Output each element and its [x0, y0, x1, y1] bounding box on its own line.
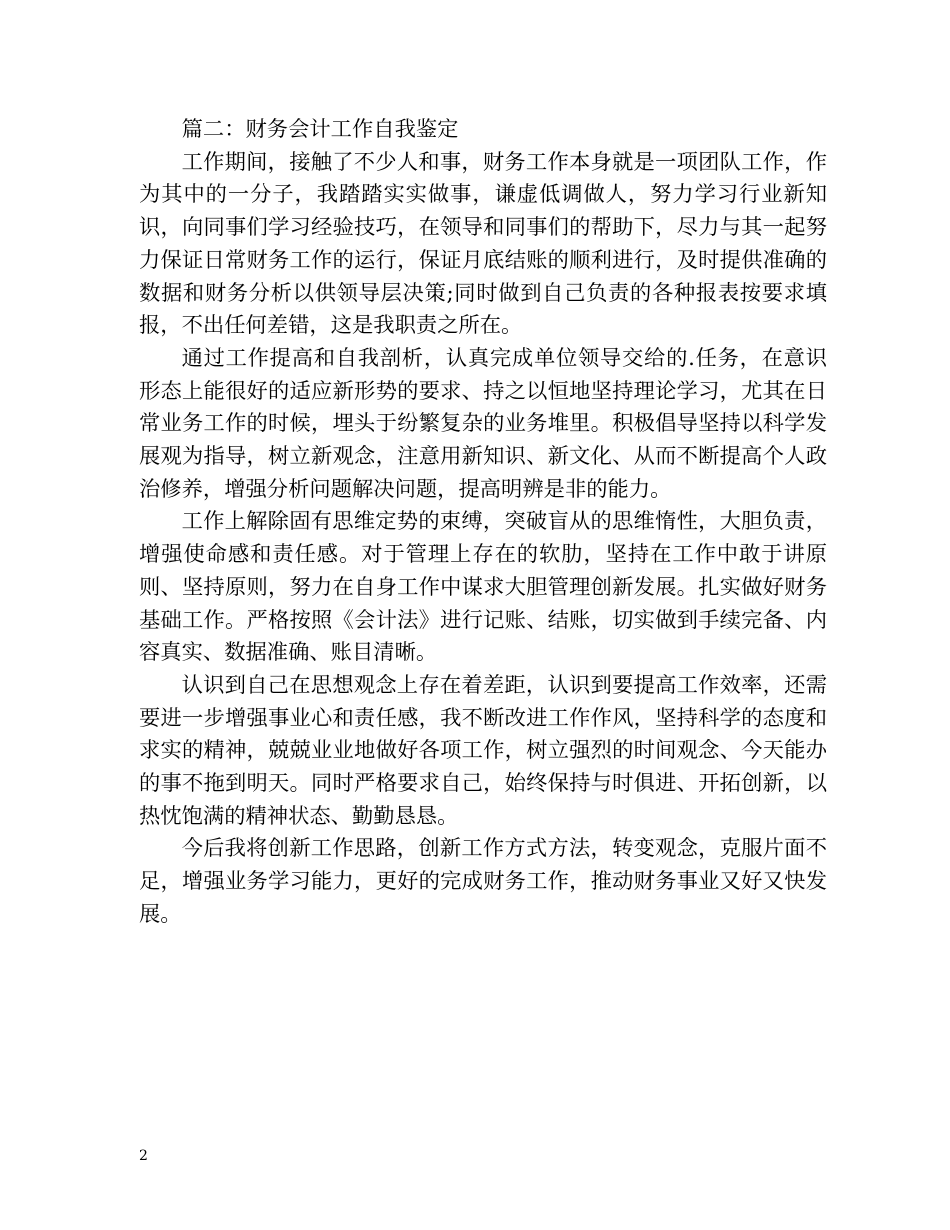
- page-number: 2: [139, 1148, 148, 1164]
- paragraph-1: 工作期间，接触了不少人和事，财务工作本身就是一项团队工作，作为其中的一分子，我踏踏实实做事，谦虚低调做人，努力学习行业新知识，向同事们学习经验技巧，在领导和同事们的帮助下，尽力与其一起努力保证日常财务工作的运行，保证月底结账的顺利进行，及时提供准确的数据和财务分析以供领导层决策;同时做到自己负责的各种报表按要求填报，不出任何差错，这是我职责之所在。: [139, 149, 827, 339]
- section-title: 篇二：财务会计工作自我鉴定: [181, 117, 459, 142]
- paragraph-3: 工作上解除固有思维定势的束缚，突破盲从的思维惰性，大胆负责，增强使命感和责任感。对于管理上存在的软肋，坚持在工作中敢于讲原则、坚持原则，努力在自身工作中谋求大胆管理创新发展。扎实做好财务基础工作。严格按照《会计法》进行记账、结账，切实做到手续完备、内容真实、数据准确、账目清晰。: [139, 509, 827, 666]
- paragraph-2: 通过工作提高和自我剖析，认真完成单位领导交给的.任务，在意识形态上能很好的适应新形势的要求、持之以恒地坚持理论学习，尤其在日常业务工作的时候，埋头于纷繁复杂的业务堆里。积极倡导坚持以科学发展观为指导，树立新观念，注意用新知识、新文化、从而不断提高个人政治修养，增强分析问题解决问题，提高明辨是非的能力。: [139, 345, 827, 502]
- paragraph-4: 认识到自己在思想观念上存在着差距，认识到要提高工作效率，还需要进一步增强事业心和责任感，我不断改进工作作风，坚持科学的态度和求实的精神，兢兢业业地做好各项工作，树立强烈的时间观念、今天能办的事不拖到明天。同时严格要求自己，始终保持与时俱进、开拓创新，以热忱饱满的精神状态、勤勤恳恳。: [139, 672, 827, 829]
- paragraph-5: 今后我将创新工作思路，创新工作方式方法，转变观念，克服片面不足，增强业务学习能力，更好的完成财务工作，推动财务事业又好又快发展。: [139, 836, 827, 927]
- document-body: [139, 114, 827, 932]
